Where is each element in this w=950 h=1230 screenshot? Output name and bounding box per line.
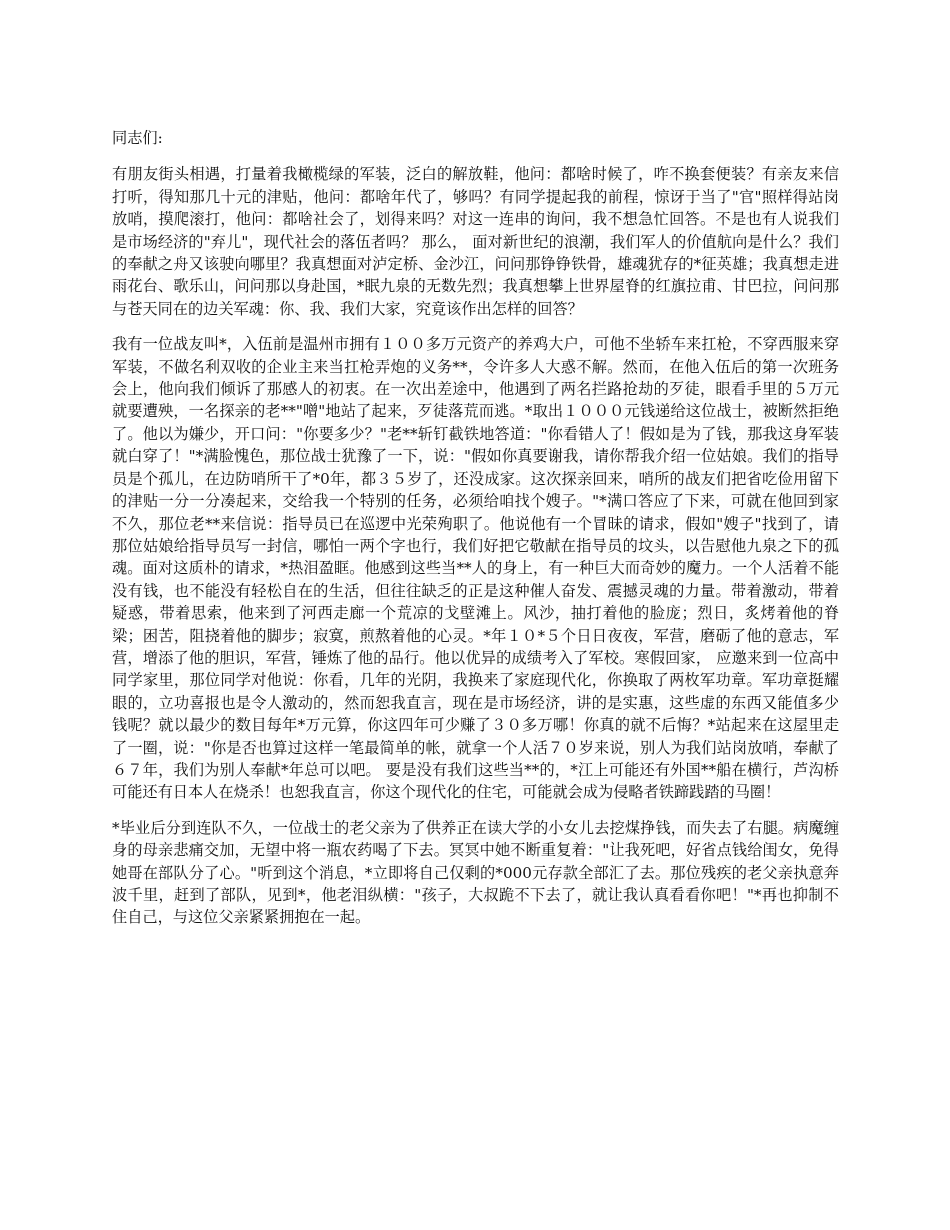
paragraph-questions: 有朋友街头相遇，打量着我橄榄绿的军装，泛白的解放鞋，他问：都啥时候了，咋不换套便装？有亲友来信打听，得知那几十元的津贴，他问：都啥年代了，够吗？有同学提起我的前程，惊讶于当了"官"照样得站岗放哨，摸爬滚打，他问：都啥社会了，划得来吗？对这一连串的询问，我不想急忙回答。不是也有人说我们是市场经济的"弃儿"，现代社会的落伍者吗？ 那么， 面对新世纪的浪潮，我们军人的价值航向是什么？我们的奉献之舟又该驶向哪里？我真想面对泸定桥、金沙江，问问那铮铮铁骨，雄魂犹存的*征英雄；我真想走进雨花台、歌乐山，问问那以身赴国，*眠九泉的无数先烈；我真想攀上世界屋脊的红旗拉甫、甘巴拉，问问那与苍天同在的边关军魂：你、我、我们大家，究竟该作出怎样的回答？ [112,165,839,318]
paragraph-father-story: *毕业后分到连队不久，一位战士的老父亲为了供养正在读大学的小女儿去挖煤挣钱，而失去了右腿。病魔缠身的母亲悲痛交加，无望中将一瓶农药喝了下去。冥冥中她不断重复着："让我死吧，好省点钱给闺女，免得她哥在部队分了心。"听到这个消息，*立即将自己仅剩的*000元存款全部汇了去。那位残疾的老父亲执意奔波千里，赶到了部队，见到*，他老泪纵横："孩子，大叔跪不下去了，就让我认真看看你吧！"*再也抑制不住自己，与这位父亲紧紧拥抱在一起。 [112,818,839,927]
salutation: 同志们: [112,129,163,147]
document-page [112,127,839,942]
paragraph-comrade-story: 我有一位战友叫*，入伍前是温州市拥有１００多万元资产的养鸡大户，可他不坐轿车来扛枪，不穿西服来穿军装，不做名利双收的企业主来当扛枪弄炮的义务**，令许多人大惑不解。然而，在他入伍后的第一次班务会上，他向我们倾诉了那感人的初衷。在一次出差途中，他遇到了两名拦路抢劫的歹徒，眼看手里的５万元就要遭殃，一名探亲的老**"噌"地站了起来，歹徒落荒而逃。*取出１０００元钱递给这位战士，被断然拒绝了。他以为嫌少，开口问："你要多少？"老**斩钉截铁地答道："你看错人了！假如是为了钱，那我这身军装就白穿了！"*满脸愧色，那位战士犹豫了一下，说："假如你真要谢我，请你帮我介绍一位姑娘。我们的指导员是个孤儿，在边防哨所干了*0年，都３５岁了，还没成家。这次探亲回来，哨所的战友们把省吃俭用留下的津贴一分一分凑起来，交给我一个特别的任务，必须给咱找个嫂子。"*满口答应了下来，可就在他回到家不久，那位老**来信说：指导员已在巡逻中光荣殉职了。他说他有一个冒昧的请求，假如"嫂子"找到了，请那位姑娘给指导员写一封信，哪怕一两个字也行，我们好把它敬献在指导员的坟头，以告慰他九泉之下的孤魂。面对这质朴的请求，*热泪盈眶。他感到这些当**人的身上，有一种巨大而奇妙的魔力。一个人活着不能没有钱，也不能没有轻松自在的生活，但往往缺乏的正是这种催人奋发、震撼灵魂的力量。带着激动，带着疑惑，带着思索，他来到了河西走廊一个荒凉的戈壁滩上。风沙，抽打着他的脸庞；烈日，炙烤着他的脊梁；困苦，阻挠着他的脚步；寂寞，煎熬着他的心灵。*年１０*５个日日夜夜，军营，磨砺了他的意志，军营，增添了他的胆识，军营，锤炼了他的品行。他以优异的成绩考入了军校。寒假回家， 应邀来到一位高中同学家里，那位同学对他说：你看，几年的光阴，我换来了家庭现代化，你换取了两枚军功章。军功章挺耀眼的，立功喜报也是令人激动的，然而恕我直言，现在是市场经济，讲的是实惠，这些虚的东西又能值多少钱呢？就以最少的数目每年*万元算，你这四年可少赚了３０多万哪！你真的就不后悔？*站起来在这屋里走了一圈，说："你是否也算过这样一笔最简单的帐，就拿一个人活７０岁来说，别人为我们站岗放哨，奉献了６７年，我们为别人奉献*年总可以吧。 要是没有我们这些当**的，*江上可能还有外国**船在横行，芦沟桥可能还有日本人在烧杀！也恕我直言，你这个现代化的住宅，可能就会成为侵略者铁蹄践踏的马圈！ [112,335,839,802]
